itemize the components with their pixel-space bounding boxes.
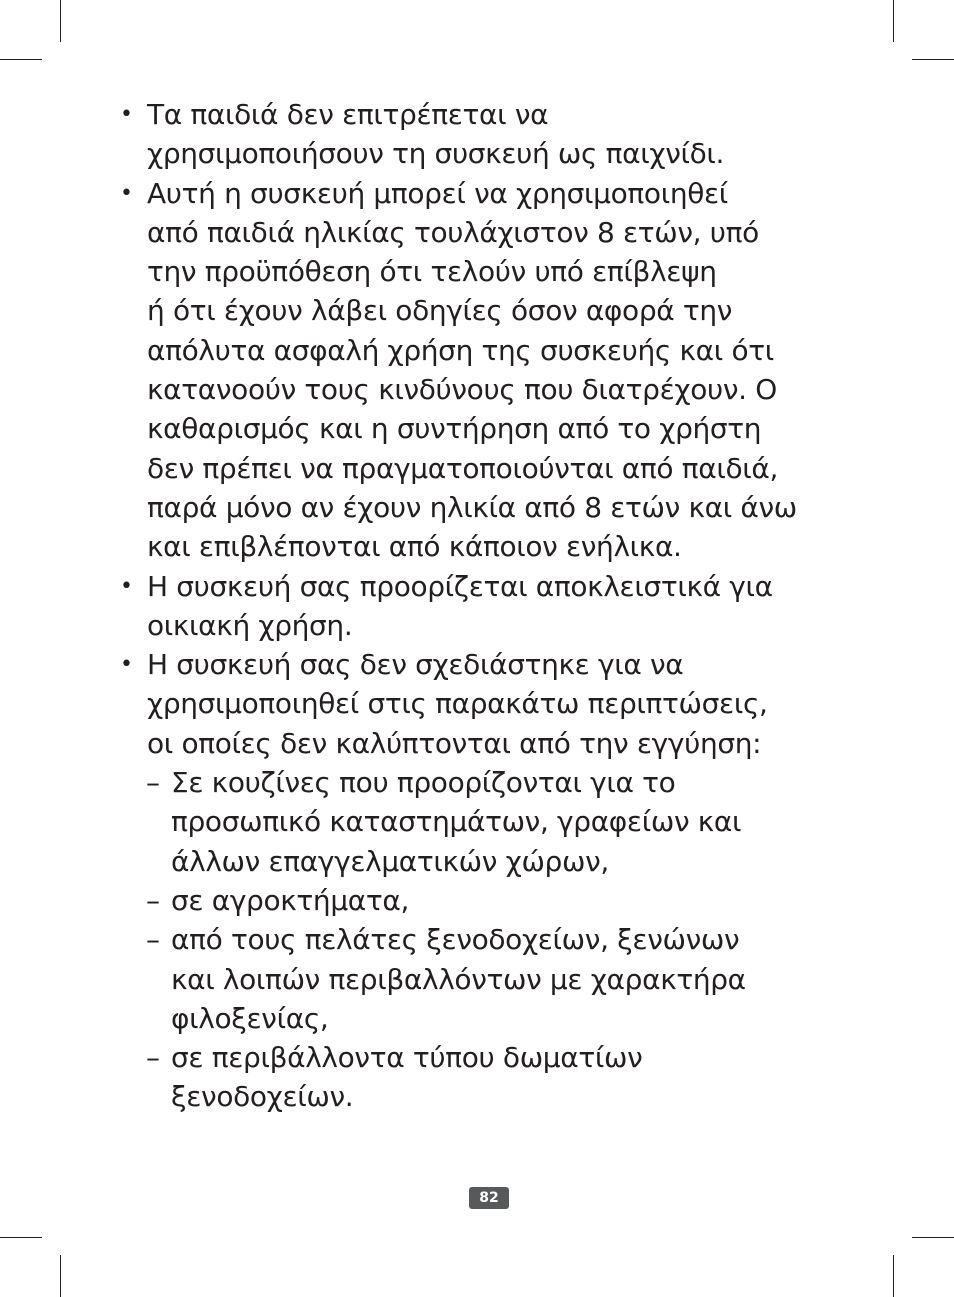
- bullet-marker: •: [120, 180, 133, 206]
- text-line: την προϋπόθεση ότι τελούν υπό επίβλεψη: [147, 255, 717, 289]
- crop-mark-bottom-right-horizontal: [912, 1237, 954, 1238]
- excluded-uses-list: [147, 763, 878, 1117]
- crop-mark-top-left-horizontal: [0, 59, 42, 60]
- bullet-marker: •: [120, 102, 133, 127]
- dash-item-hotel-rooms: [147, 1038, 878, 1117]
- text-line: και λοιπών περιβαλλόντων με χαρακτήρα: [171, 962, 746, 996]
- text-line: καθαρισμός και η συντήρηση από το χρήστη: [147, 412, 762, 446]
- bullet-item-children-supervision: [118, 174, 878, 567]
- text-line: Η συσκευή σας δεν σχεδιάστηκε για να: [147, 648, 684, 682]
- text-line: άλλων επαγγελματικών χώρων,: [171, 844, 609, 878]
- crop-mark-top-right-vertical: [893, 0, 894, 42]
- crop-mark-bottom-left-vertical: [60, 1255, 61, 1297]
- text-line: χρησιμοποιήσουν τη συσκευή ως παιχνίδι.: [147, 137, 725, 171]
- text-line: φιλοξενίας,: [171, 1001, 329, 1035]
- dash-marker: –: [146, 1041, 160, 1075]
- text-line: χρησιμοποιηθεί στις παρακάτω περιπτώσεις,: [147, 687, 768, 721]
- text-line: από τους πελάτες ξενοδοχείων, ξενώνων: [171, 923, 740, 957]
- text-line: απόλυτα ασφαλή χρήση της συσκευής και ότι: [147, 333, 774, 367]
- text-line: Αυτή η συσκευή μπορεί να χρησιμοποιηθεί: [147, 176, 728, 210]
- bullet-marker: •: [120, 652, 133, 678]
- dash-item-farm-houses: [147, 881, 878, 920]
- text-line: δεν πρέπει να πραγματοποιούνται από παιδιά,: [147, 451, 779, 485]
- dash-marker: –: [146, 923, 160, 957]
- page-content: [118, 95, 878, 1117]
- bullet-item-excluded-uses: [118, 645, 878, 1117]
- page-number-badge: 82: [469, 1187, 509, 1209]
- dash-item-staff-kitchens: [147, 763, 878, 881]
- dash-item-hotel-guests: [147, 920, 878, 1038]
- crop-mark-top-right-horizontal: [912, 59, 954, 60]
- text-line: παρά μόνο αν έχουν ηλικία από 8 ετών και άνω: [147, 490, 797, 524]
- text-line: οικιακή χρήση.: [147, 608, 353, 642]
- text-line: σε περιβάλλοντα τύπου δωματίων: [171, 1041, 643, 1075]
- text-line: ξενοδοχείων.: [171, 1080, 354, 1114]
- crop-mark-top-left-vertical: [60, 0, 61, 42]
- safety-bullet-list: [118, 95, 878, 1117]
- dash-marker: –: [146, 766, 160, 800]
- text-line: κατανοούν τους κινδύνους που διατρέχουν. Ο: [147, 373, 777, 407]
- text-line: προσωπικό καταστημάτων, γραφείων και: [171, 805, 742, 839]
- text-line: Η συσκευή σας προορίζεται αποκλειστικά για: [147, 569, 773, 603]
- text-line: ή ότι έχουν λάβει οδηγίες όσον αφορά την: [147, 294, 733, 328]
- text-line: Τα παιδιά δεν επιτρέπεται να: [147, 98, 549, 131]
- bullet-marker: •: [120, 573, 133, 599]
- text-line: οι οποίες δεν καλύπτονται από την εγγύηση:: [147, 726, 762, 760]
- crop-mark-bottom-right-vertical: [893, 1255, 894, 1297]
- bullet-item-children-play: [118, 95, 878, 174]
- crop-mark-bottom-left-horizontal: [0, 1237, 42, 1238]
- text-line: από παιδιά ηλικίας τουλάχιστον 8 ετών, υπό: [147, 215, 759, 249]
- dash-marker: –: [146, 883, 160, 917]
- bullet-item-household-use: [118, 567, 878, 646]
- text-line: σε αγροκτήματα,: [171, 883, 410, 917]
- text-line: Σε κουζίνες που προορίζονται για το: [171, 766, 676, 800]
- text-line: και επιβλέπονται από κάποιον ενήλικα.: [147, 530, 682, 564]
